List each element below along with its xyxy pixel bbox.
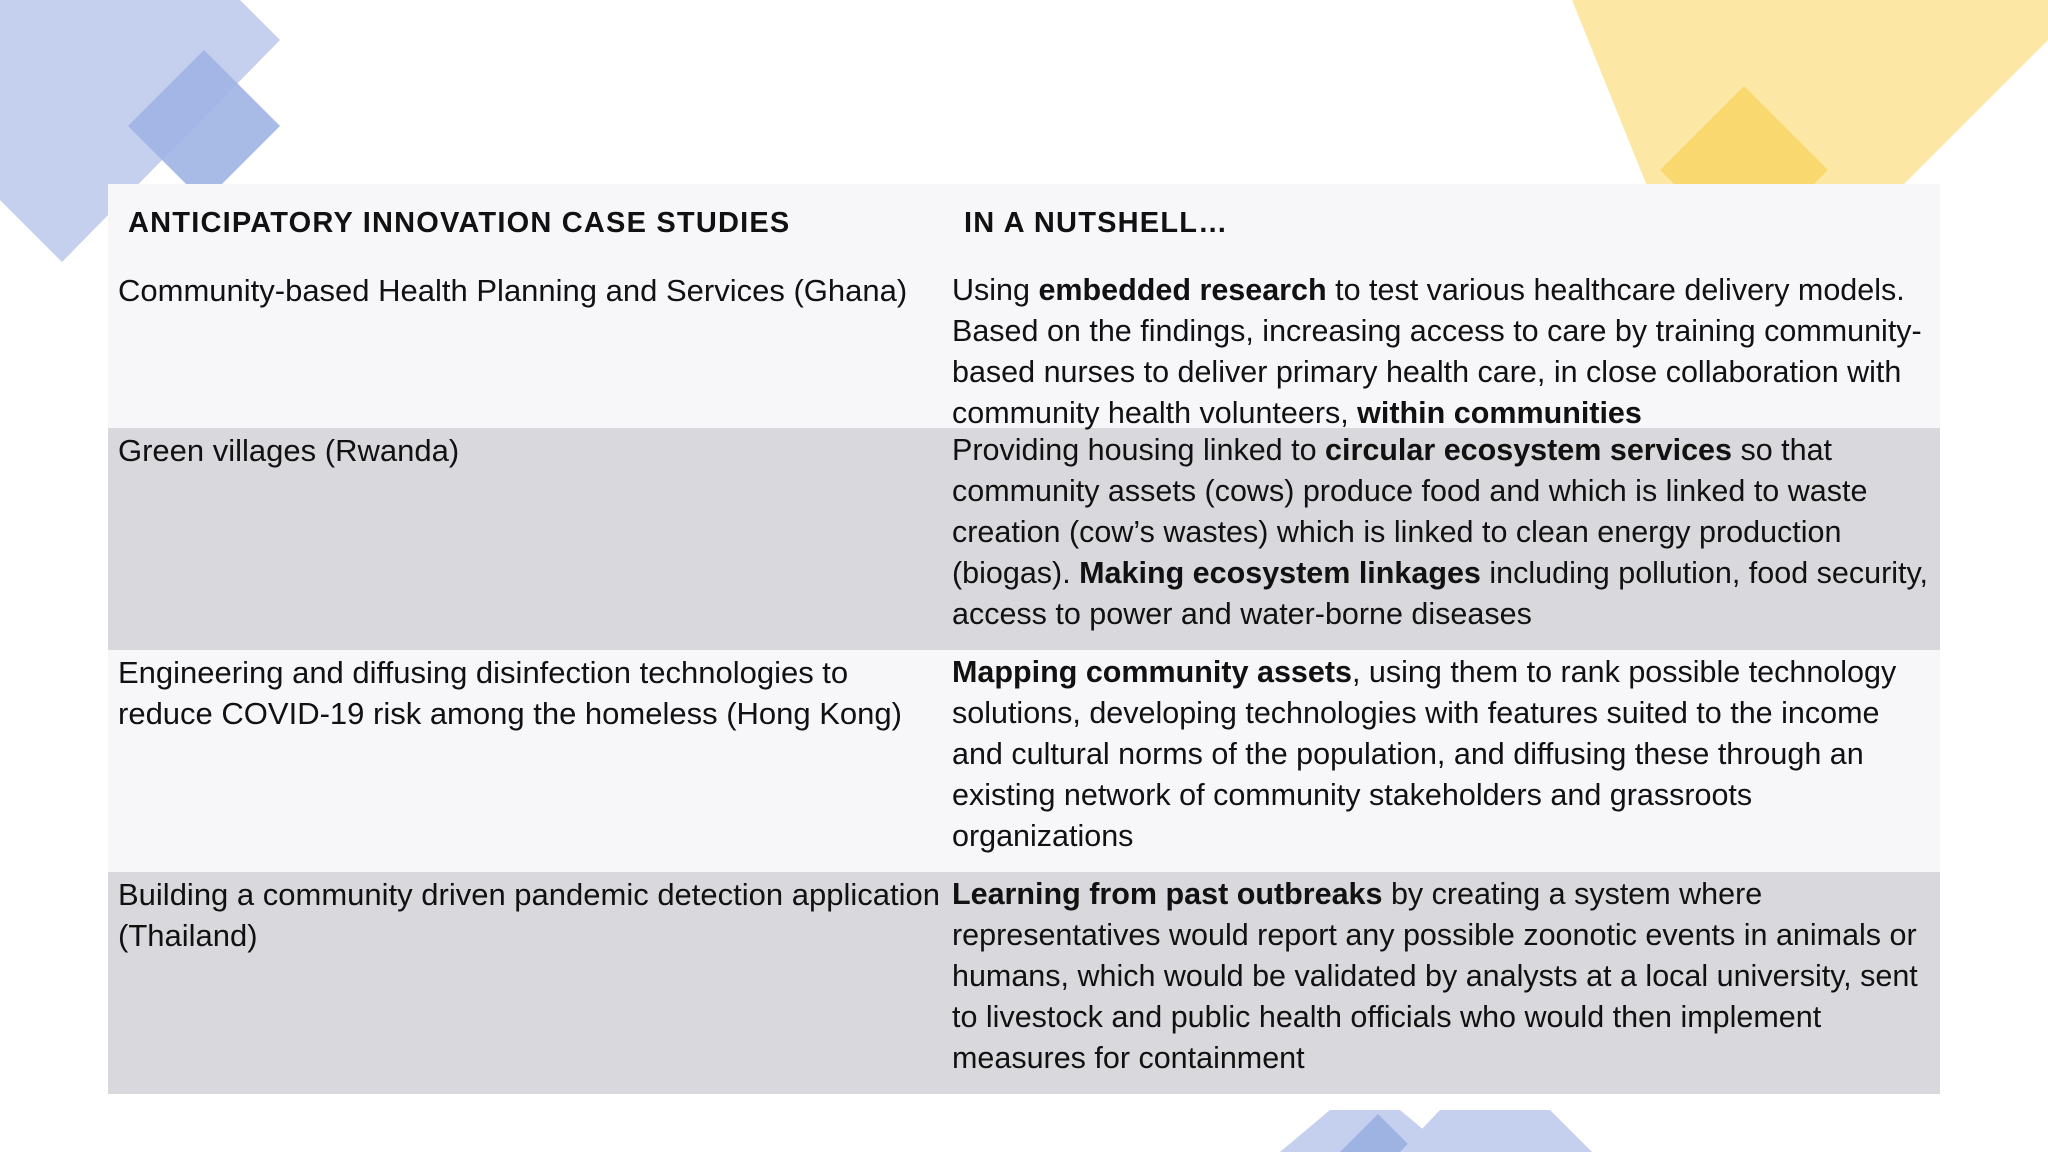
case-title: Building a community driven pandemic detection application (Thailand) [118,877,940,953]
table-header-row [108,184,1940,268]
summary-cell [952,650,1940,872]
case-summary [952,650,1932,857]
case-summary [952,428,1932,635]
case-title: Community-based Health Planning and Services (Ghana) [118,273,908,308]
summary-cell [952,872,1940,1094]
summary-segment-bold: embedded research [1038,273,1327,307]
case-title: Green villages (Rwanda) [118,433,460,468]
summary-segment: Using [952,273,1039,307]
table-row [108,428,1940,650]
header-case-studies: ANTICIPATORY INNOVATION CASE STUDIES [128,207,791,239]
summary-segment-bold: Learning from past outbreaks [952,877,1383,911]
summary-segment: by creating a system where representatives would report any possible zoonotic events in animals or humans, which would be validated by analysts at a local university, sent to livestock and public health officials who would then implement measures for containment [952,877,1918,1075]
table-row [108,650,1940,872]
case-summary [952,268,1932,434]
case-title: Engineering and diffusing disinfection technologies to reduce COVID-19 risk among the homeless (Hong Kong) [118,655,902,731]
case-cell [108,872,952,1094]
summary-segment: to test various healthcare delivery models. Based on the findings, increasing access to care by training community-based nurses to deliver primary health care, in close collaboration with community health volunteers, [952,273,1922,430]
header-cell-case-studies [108,184,952,268]
case-cell [108,428,952,650]
case-cell [108,268,952,428]
summary-segment-bold: within communities [1357,396,1642,430]
header-cell-nutshell [952,184,1940,268]
deco-triangle-blue-bottom-right [1400,1110,1592,1152]
summary-segment-bold: Mapping community assets [952,655,1352,689]
table-row [108,872,1940,1094]
summary-segment-bold: Making ecosystem linkages [1079,556,1481,590]
summary-segment: including pollution, food security, access to power and water-borne diseases [952,556,1928,631]
summary-segment: Providing housing linked to [952,433,1326,467]
header-nutshell: IN A NUTSHELL… [964,207,1229,239]
summary-segment: , using them to rank possible technology solutions, developing technologies with features suited to the income and cultural norms of the population, and diffusing these through an existing network of community stakeholders and grassroots organizations [952,655,1897,853]
case-cell [108,650,952,872]
table-row [108,268,1940,428]
summary-cell [952,268,1940,428]
summary-cell [952,428,1940,650]
case-summary [952,872,1932,1079]
summary-segment-bold: circular ecosystem services [1325,433,1732,467]
case-studies-table [108,184,1940,1094]
summary-segment: so that community assets (cows) produce food and which is linked to waste creation (cow’s wastes) which is linked to clean energy production (biogas). [952,433,1868,590]
